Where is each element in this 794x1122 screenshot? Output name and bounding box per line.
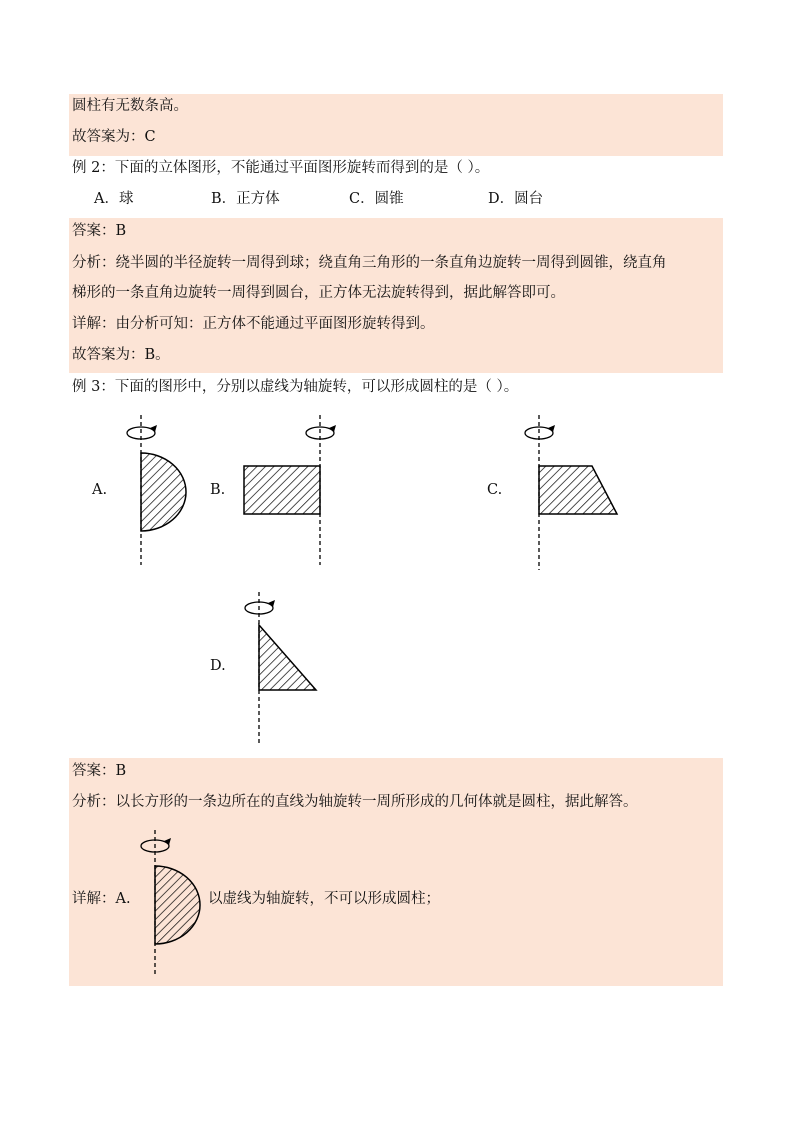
- figure-c-trapezoid: [520, 415, 630, 570]
- detail-prefix: 详解：A.: [72, 891, 131, 907]
- answer-line: 答案：B: [72, 223, 127, 239]
- analysis-line: 分析：以长方形的一条边所在的直线为轴旋转一周所形成的几何体就是圆柱，据此解答。: [72, 794, 638, 810]
- figure-c-label: C.: [487, 482, 503, 498]
- example-3-question: 例 3：下面的图形中，分别以虚线为轴旋转，可以形成圆柱的是（ ）。: [72, 379, 519, 395]
- detail-text: 以虚线为轴旋转，不可以形成圆柱；: [208, 891, 440, 907]
- text-line: 故答案为：C: [72, 129, 156, 145]
- figure-a-label: A.: [92, 482, 108, 498]
- option-a: A．球: [94, 191, 134, 207]
- figure-a-half-circle: [120, 415, 200, 565]
- detail-figure-half-circle: [134, 830, 214, 975]
- answer-line: 答案：B: [72, 763, 127, 779]
- detail-line: 详解：由分析可知：正方体不能通过平面图形旋转得到。: [72, 316, 435, 332]
- option-c: C．圆锥: [349, 191, 404, 207]
- text-line: 圆柱有无数条高。: [72, 98, 188, 114]
- conclusion-line: 故答案为：B。: [72, 347, 170, 363]
- figure-d-triangle: [240, 592, 340, 744]
- analysis-line: 梯形的一条直角边旋转一周得到圆台，正方体无法旋转得到，据此解答即可。: [72, 285, 565, 301]
- figure-b-label: B.: [210, 482, 226, 498]
- option-b: B．正方体: [211, 191, 280, 207]
- figure-b-rectangle: [240, 415, 350, 565]
- option-d: D．圆台: [488, 191, 544, 207]
- example-2-question: 例 2：下面的立体图形，不能通过平面图形旋转而得到的是（ ）。: [72, 160, 490, 176]
- analysis-line: 分析：绕半圆的半径旋转一周得到球；绕直角三角形的一条直角边旋转一周得到圆锥，绕直角: [72, 255, 667, 271]
- figure-d-label: D.: [210, 658, 226, 674]
